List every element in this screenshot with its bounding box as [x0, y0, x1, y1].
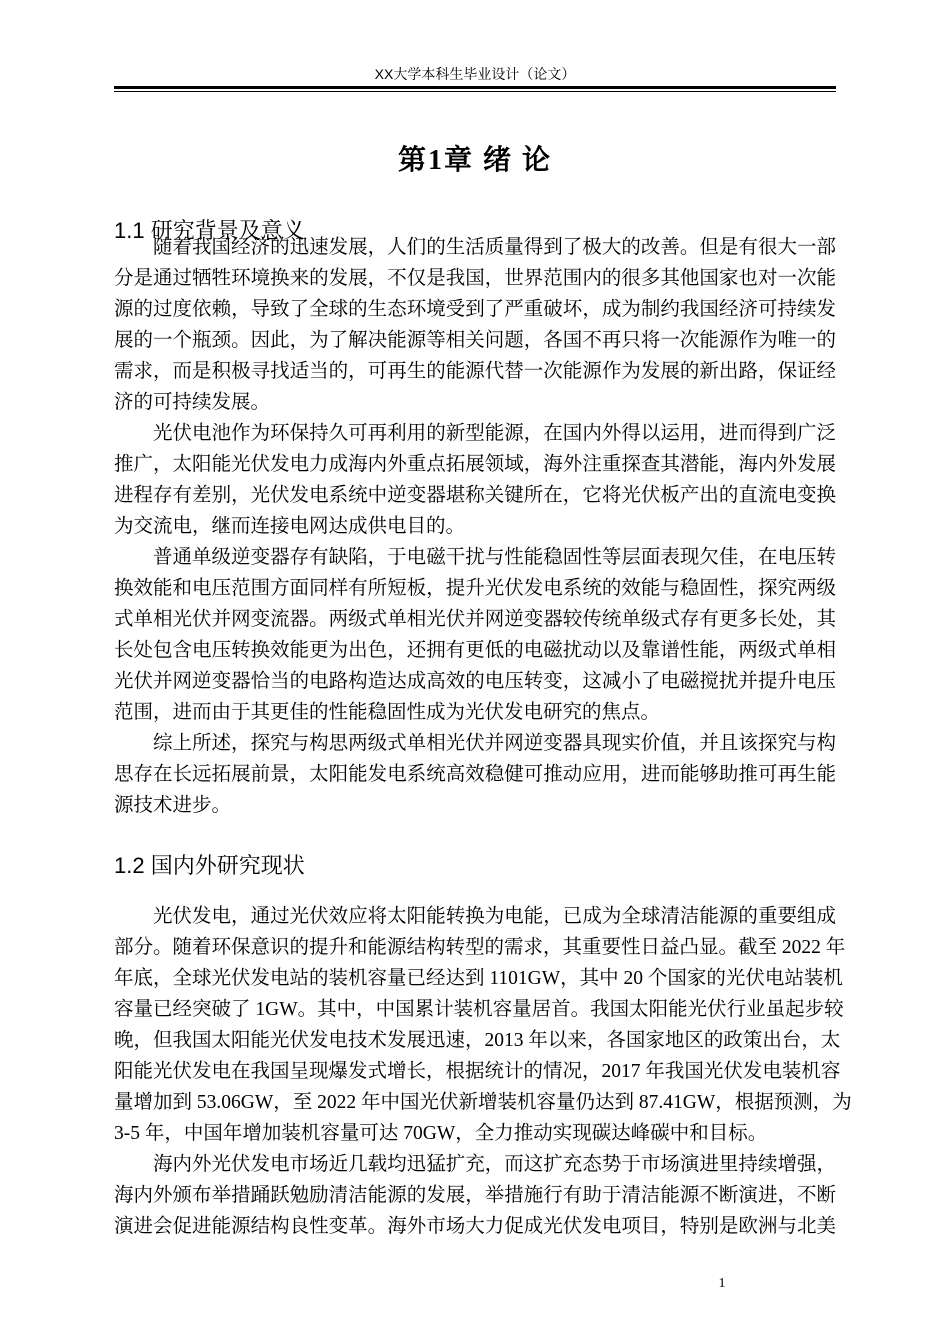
paragraph-line: 3-5 年，中国年增加装机容量可达 70GW，全力推动实现碳达峰碳中和目标。 — [114, 1123, 768, 1144]
paragraph-line: 进程存有差别，光伏发电系统中逆变器堪称关键所在，它将光伏板产出的直流电变换 — [114, 485, 836, 506]
paragraph-line: 光伏并网逆变器恰当的电路构造达成高效的电压转变，这减小了电磁搅扰并提升电压 — [114, 671, 836, 692]
paragraph-line: 演进会促进能源结构良性变革。海外市场大力促成光伏发电项目，特别是欧洲与北美 — [114, 1216, 836, 1237]
paragraph-line: 阳能光伏发电在我国呈现爆发式增长，根据统计的情况，2017 年我国光伏发电装机容 — [114, 1061, 841, 1082]
section-heading-1-1: 1.1 研究背景及意义 — [114, 218, 305, 243]
paragraph-line: 量增加到 53.06GW，至 2022 年中国光伏新增装机容量仍达到 87.41GW，根据预测，为 — [114, 1092, 852, 1113]
paragraph-line: 范围，进而由于其更佳的性能稳固性成为光伏发电研究的焦点。 — [114, 702, 661, 723]
paragraph-line: 光伏发电，通过光伏效应将太阳能转换为电能，已成为全球清洁能源的重要组成 — [153, 906, 836, 927]
header-rule-thick — [114, 86, 836, 89]
paragraph-line: 为交流电，继而连接电网达成供电目的。 — [114, 516, 466, 537]
paragraph-line: 年底，全球光伏发电站的装机容量已经达到 1101GW，其中 20 个国家的光伏电站装机 — [114, 968, 843, 989]
paragraph-line: 海内外颁布举措踊跃勉励清洁能源的发展，举措施行有助于清洁能源不断演进，不断 — [114, 1185, 836, 1206]
paragraph-line: 海内外光伏发电市场近几载均迅猛扩充，而这扩充态势于市场演进里持续增强， — [153, 1154, 836, 1175]
paragraph-line: 长处包含电压转换效能更为出色，还拥有更低的电磁扰动以及靠谱性能，两级式单相 — [114, 640, 836, 661]
paragraph-line: 式单相光伏并网变流器。两级式单相光伏并网逆变器较传统单级式存有更多长处，其 — [114, 609, 836, 630]
paragraph-line: 随着我国经济的迅速发展，人们的生活质量得到了极大的改善。但是有很大一部 — [153, 237, 836, 258]
paragraph-line: 换效能和电压范围方面同样有所短板，提升光伏发电系统的效能与稳固性，探究两级 — [114, 578, 836, 599]
paragraph-line: 普通单级逆变器存有缺陷，于电磁干扰与性能稳固性等层面表现欠佳，在电压转 — [153, 547, 836, 568]
paragraph-line: 思存在长远拓展前景，太阳能发电系统高效稳健可推动应用，进而能够助推可再生能 — [114, 764, 836, 785]
paragraph-line: 源的过度依赖，导致了全球的生态环境受到了严重破坏，成为制约我国经济可持续发 — [114, 299, 836, 320]
paragraph-line: 展的一个瓶颈。因此，为了解决能源等相关问题，各国不再只将一次能源作为唯一的 — [114, 330, 836, 351]
chapter-title: 第1章 绪 论 — [397, 145, 552, 176]
paragraph-line: 需求，而是积极寻找适当的，可再生的能源代替一次能源作为发展的新出路，保证经 — [114, 361, 836, 382]
page-header: XX大学本科生毕业设计（论文） — [374, 66, 576, 82]
paragraph-line: 综上所述，探究与构思两级式单相光伏并网逆变器具现实价值，并且该探究与构 — [153, 733, 836, 754]
paragraph-line: 光伏电池作为环保持久可再利用的新型能源，在国内外得以运用，进而得到广泛 — [153, 423, 836, 444]
paragraph-line: 源技术进步。 — [114, 795, 232, 816]
paragraph-line: 分是通过牺牲环境换来的发展，不仅是我国，世界范围内的很多其他国家也对一次能 — [114, 268, 836, 289]
page-number: 1 — [718, 1276, 726, 1291]
paragraph-line: 容量已经突破了 1GW。其中，中国累计装机容量居首。我国太阳能光伏行业虽起步较 — [114, 999, 844, 1020]
paragraph-line: 部分。随着环保意识的提升和能源结构转型的需求，其重要性日益凸显。截至 2022 年 — [114, 937, 846, 958]
paragraph-line: 济的可持续发展。 — [114, 392, 271, 413]
section-heading-1-2: 1.2 国内外研究现状 — [114, 853, 305, 878]
paragraph-line: 推广，太阳能光伏发电力成海内外重点拓展领域，海外注重探查其潜能，海内外发展 — [114, 454, 836, 475]
header-rule-thin — [114, 91, 836, 92]
paragraph-line: 晚，但我国太阳能光伏发电技术发展迅速，2013 年以来，各国家地区的政策出台，太 — [114, 1030, 841, 1051]
